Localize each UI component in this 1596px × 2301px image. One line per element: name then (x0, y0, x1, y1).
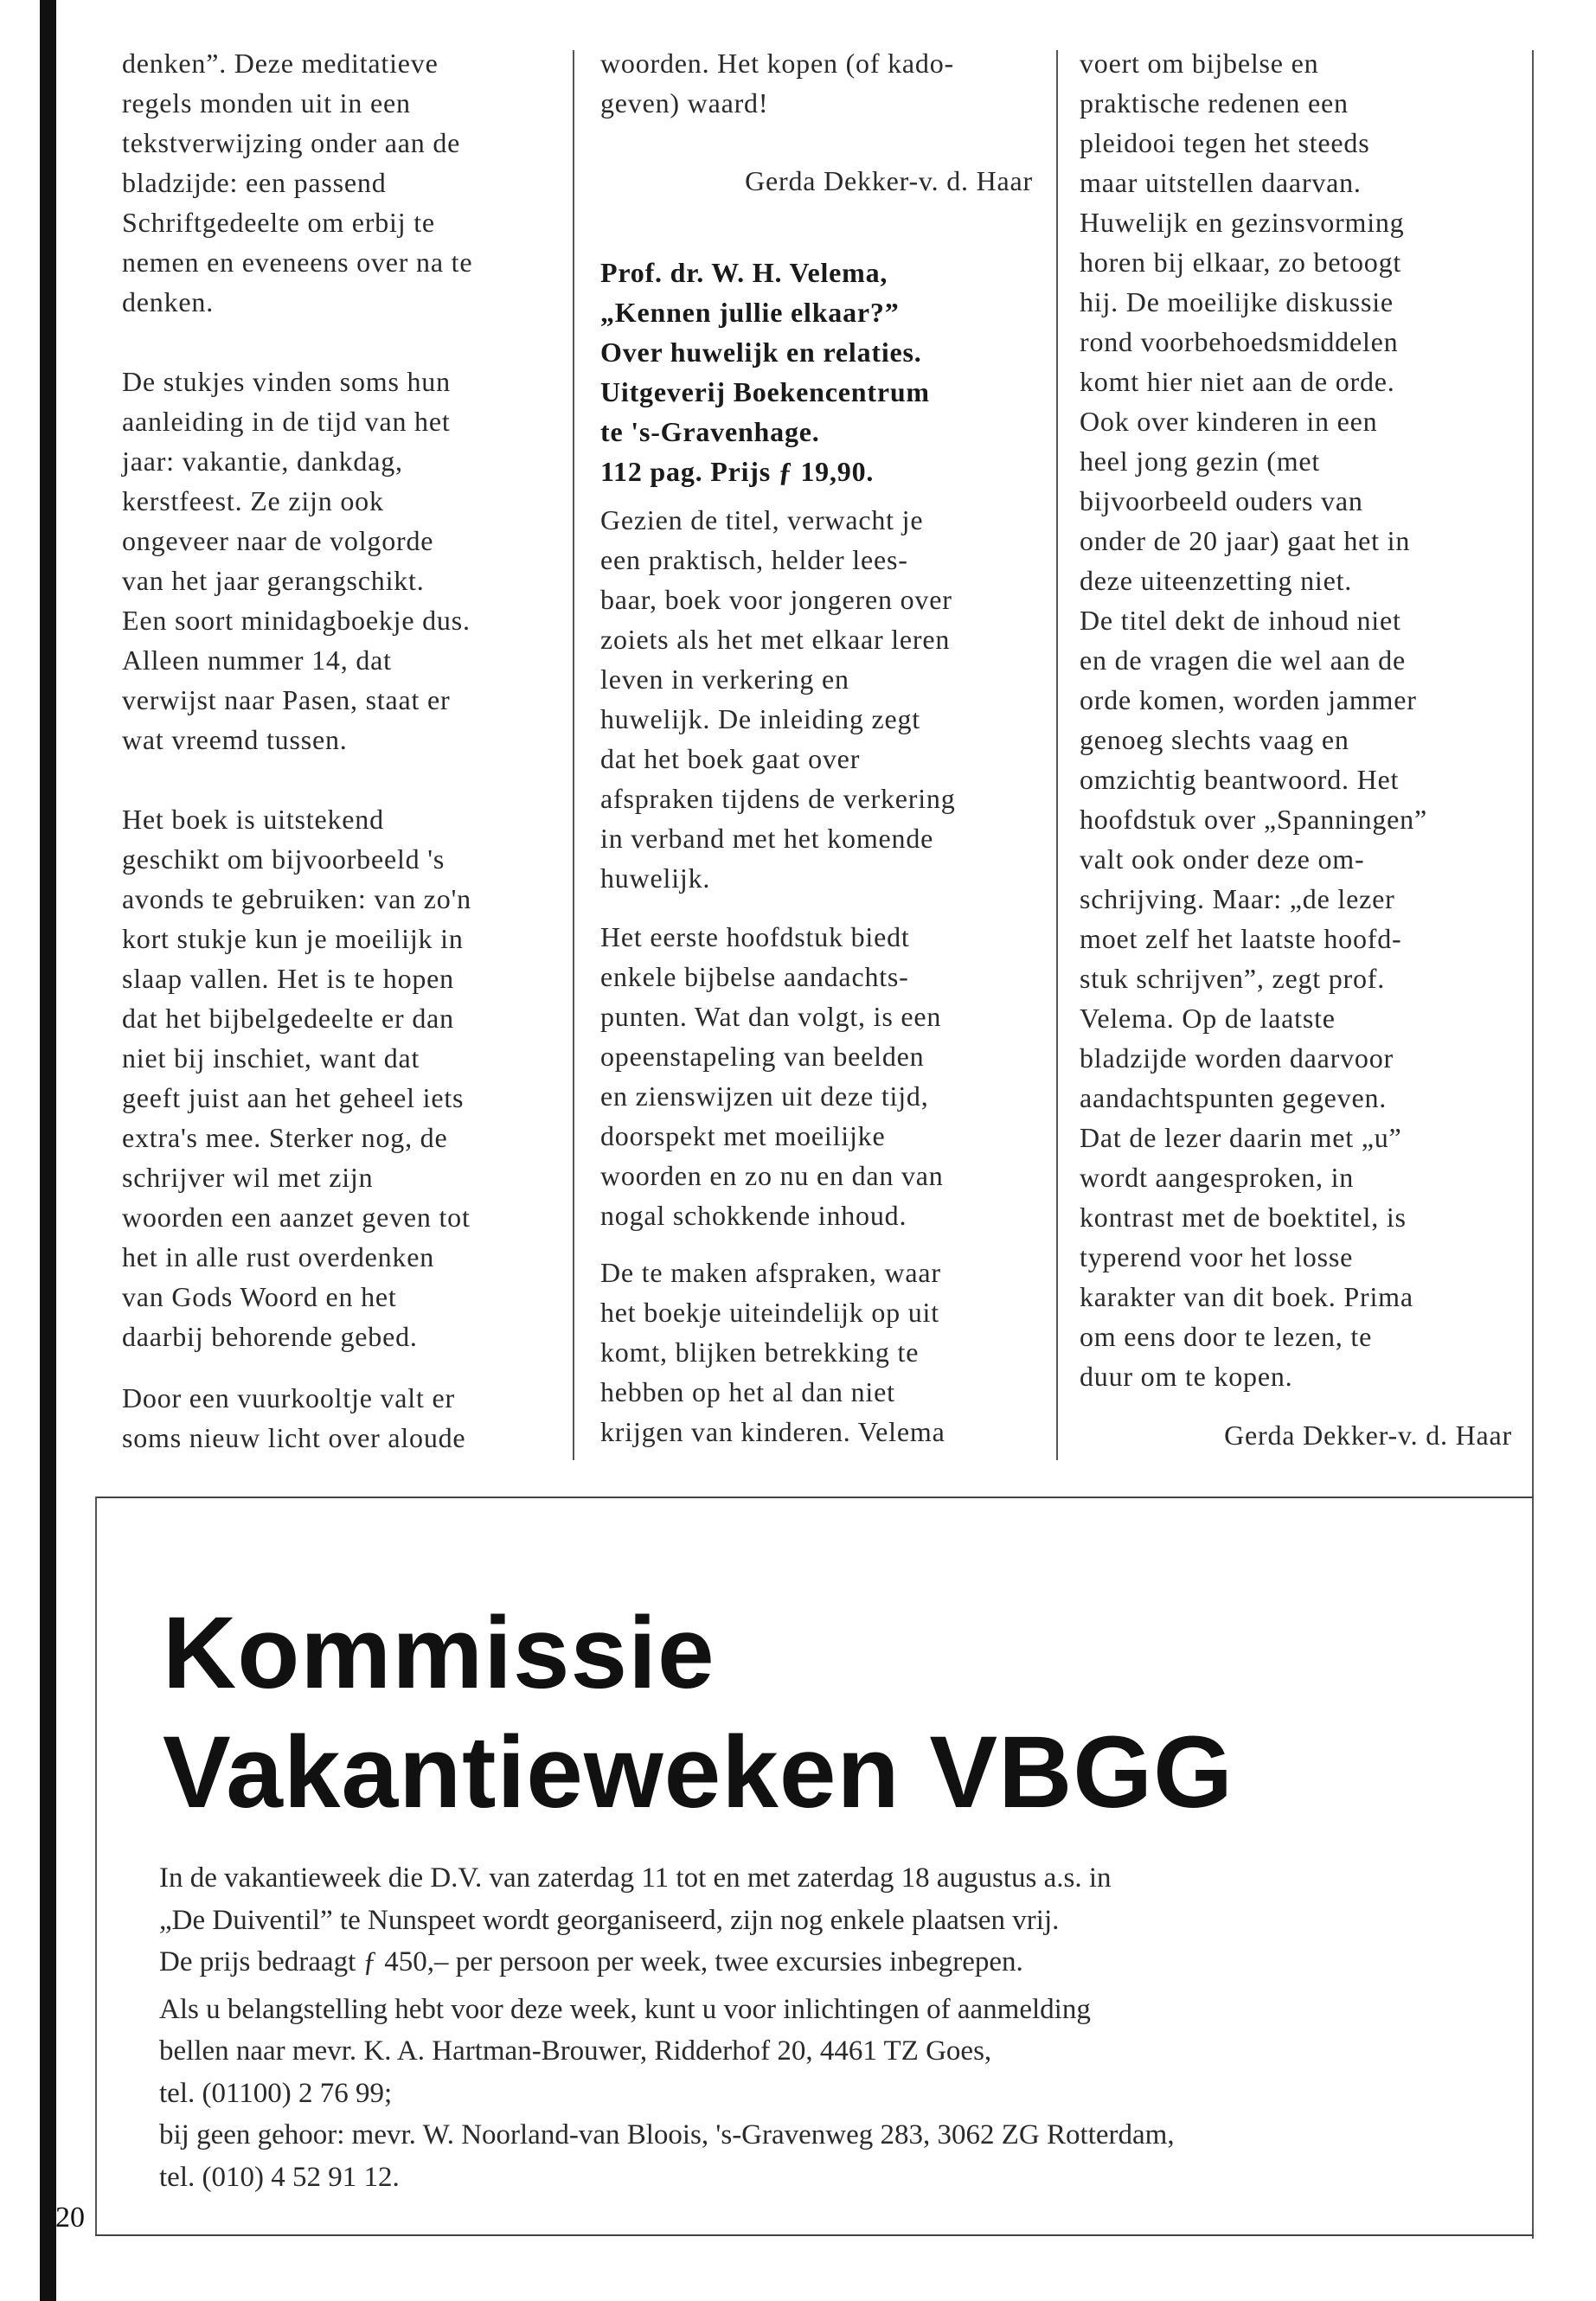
text-line: en zienswijzen uit deze tijd, (600, 1080, 929, 1112)
paragraph (122, 43, 554, 322)
paragraph (600, 43, 1033, 123)
text-line: het in alle rust overdenken (122, 1241, 435, 1272)
text-line: deze uiteenzetting niet. (1080, 565, 1353, 596)
text-line: bladzijde worden daarvoor (1080, 1042, 1394, 1074)
text-line: van Gods Woord en het (122, 1281, 397, 1312)
text-line: kontrast met de boektitel, is (1080, 1202, 1407, 1233)
text-line: karakter van dit boek. Prima (1080, 1281, 1413, 1312)
text-line: woorden een aanzet geven tot (122, 1202, 471, 1233)
text-line: avonds te gebruiken: van zo'n (122, 883, 471, 914)
text-line: enkele bijbelse aandachts- (600, 961, 909, 992)
paragraph (122, 362, 554, 760)
book-citation (600, 253, 1033, 491)
text-line: wordt aangesproken, in (1080, 1162, 1355, 1193)
text-line: Alleen nummer 14, dat (122, 644, 392, 676)
text-line: verwijst naar Pasen, staat er (122, 684, 451, 715)
paragraph (122, 1378, 554, 1458)
text-line: een praktisch, helder lees- (600, 544, 908, 575)
text-line: baar, boek voor jongeren over (600, 584, 952, 615)
ad-text-line: De prijs bedraagt ƒ 450,– per persoon per week, twee excursies inbegrepen. (159, 1946, 1023, 1977)
text-line: geeft juist aan het geheel iets (122, 1082, 465, 1113)
paragraph (600, 917, 1033, 1235)
ad-box-left-border (95, 1497, 97, 2236)
ad-text-line: In de vakantieweek die D.V. van zaterdag 11 tot en met zaterdag 18 augustus a.s. in (159, 1862, 1112, 1894)
text-line: dat het boek gaat over (600, 743, 861, 774)
text-line: tekstverwijzing onder aan de (122, 127, 461, 158)
ad-text-line: Als u belangstelling hebt voor deze week, kunt u voor inlichtingen of aanmelding (159, 1993, 1091, 2025)
text-line: schrijver wil met zijn (122, 1162, 374, 1193)
text-line: maar uitstellen daarvan. (1080, 167, 1362, 198)
text-line: wat vreemd tussen. (122, 724, 348, 755)
text-line: extra's mee. Sterker nog, de (122, 1122, 448, 1153)
ad-box-bottom-border (95, 2234, 1534, 2236)
ad-title-line-2: Vakantieweken VBGG (163, 1715, 1234, 1830)
text-line: duur om te kopen. (1080, 1361, 1293, 1392)
text-line: Gerda Dekker-v. d. Haar (745, 165, 1033, 196)
ad-text-line: „De Duiventil” te Nunspeet wordt georganiseerd, zijn nog enkele plaatsen vrij. (159, 1904, 1060, 1936)
section-divider (95, 1497, 1534, 1498)
page-binding-edge (40, 0, 56, 2301)
text-line: hebben op het al dan niet (600, 1376, 895, 1407)
text-line: Dat de lezer daarin met „u” (1080, 1122, 1402, 1153)
text-line: nogal schokkende inhoud. (600, 1200, 907, 1231)
text-line: slaap vallen. Het is te hopen (122, 963, 454, 994)
text-line: soms nieuw licht over aloude (122, 1422, 466, 1453)
article-column-2 (600, 43, 1033, 1452)
text-line: Door een vuurkooltje valt er (122, 1382, 455, 1413)
text-line: geven) waard! (600, 87, 769, 119)
text-line: niet bij inschiet, want dat (122, 1042, 420, 1074)
text-line: stuk schrijven”, zegt prof. (1080, 963, 1386, 994)
text-line: moet zelf het laatste hoofd- (1080, 923, 1402, 954)
text-line: het boekje uiteindelijk op uit (600, 1297, 939, 1328)
text-line: punten. Wat dan volgt, is een (600, 1001, 942, 1032)
text-line: Velema. Op de laatste (1080, 1003, 1336, 1034)
text-line: zoiets als het met elkaar leren (600, 624, 951, 655)
column-divider (573, 50, 574, 1460)
text-line: kerstfeest. Ze zijn ook (122, 485, 384, 516)
text-line: woorden en zo nu en dan van (600, 1160, 944, 1191)
text-line: woorden. Het kopen (of kado- (600, 48, 954, 79)
text-line: huwelijk. De inleiding zegt (600, 703, 920, 734)
text-line: kort stukje kun je moeilijk in (122, 923, 464, 954)
text-line: hoofdstuk over „Spanningen” (1080, 804, 1427, 835)
text-line: nemen en eveneens over na te (122, 247, 473, 278)
text-line: „Kennen jullie elkaar?” (600, 297, 900, 328)
ad-text-line: bellen naar mevr. K. A. Hartman-Brouwer, Ridderhof 20, 4461 TZ Goes, (159, 2035, 992, 2067)
text-line: typerend voor het losse (1080, 1241, 1354, 1272)
text-line: bijvoorbeeld ouders van (1080, 485, 1363, 516)
text-line: bladzijde: een passend (122, 167, 387, 198)
text-line: De stukjes vinden soms hun (122, 366, 451, 397)
text-line: regels monden uit in een (122, 87, 411, 119)
text-line: valt ook onder deze om- (1080, 843, 1365, 875)
text-line: aandachtspunten gegeven. (1080, 1082, 1388, 1113)
text-line: om eens door te lezen, te (1080, 1321, 1373, 1352)
text-line: denken”. Deze meditatieve (122, 48, 439, 79)
column-divider (1056, 50, 1058, 1460)
page-number: 20 (55, 2202, 85, 2234)
text-line: doorspekt met moeilijke (600, 1120, 886, 1151)
text-line: huwelijk. (600, 862, 711, 894)
text-line: horen bij elkaar, zo betoogt (1080, 247, 1402, 278)
text-line: geschikt om bijvoorbeeld 's (122, 843, 445, 875)
text-line: rond voorbehoedsmiddelen (1080, 326, 1399, 357)
paragraph (1080, 43, 1512, 1396)
text-line: aanleiding in de tijd van het (122, 406, 451, 437)
text-line: voert om bijbelse en (1080, 48, 1319, 79)
text-line: Prof. dr. W. H. Velema, (600, 257, 888, 288)
text-line: Een soort minidagboekje dus. (122, 605, 471, 636)
paragraph (122, 799, 554, 1356)
ad-text-line: bij geen gehoor: mevr. W. Noorland-van Bloois, 's-Gravenweg 283, 3062 ZG Rotterdam, (159, 2119, 1175, 2150)
text-line: heel jong gezin (met (1080, 445, 1321, 477)
text-line: pleidooi tegen het steeds (1080, 127, 1370, 158)
text-line: onder de 20 jaar) gaat het in (1080, 525, 1411, 556)
signature (600, 161, 1033, 201)
text-line: genoeg slechts vaag en (1080, 724, 1349, 755)
text-line: te 's-Gravenhage. (600, 416, 820, 447)
text-line: Gerda Dekker-v. d. Haar (1224, 1420, 1512, 1451)
ad-title-line-1: Kommissie (163, 1596, 715, 1710)
text-line: Ook over kinderen in een (1080, 406, 1378, 437)
text-line: in verband met het komende (600, 823, 934, 854)
text-line: leven in verkering en (600, 663, 849, 695)
ad-body (159, 1857, 1175, 2198)
text-line: dat het bijbelgedeelte er dan (122, 1003, 454, 1034)
text-line: orde komen, worden jammer (1080, 684, 1417, 715)
text-line: Het eerste hoofdstuk biedt (600, 921, 910, 952)
text-line: schrijving. Maar: „de lezer (1080, 883, 1395, 914)
text-line: denken. (122, 286, 215, 317)
text-line: en de vragen die wel aan de (1080, 644, 1406, 676)
ad-text-line: tel. (010) 4 52 91 12. (159, 2161, 400, 2193)
text-line: ongeveer naar de volgorde (122, 525, 434, 556)
text-line: omzichtig beantwoord. Het (1080, 764, 1400, 795)
text-line: komt hier niet aan de orde. (1080, 366, 1395, 397)
text-line: krijgen van kinderen. Velema (600, 1416, 945, 1447)
text-line: 112 pag. Prijs ƒ 19,90. (600, 456, 875, 487)
paragraph (600, 500, 1033, 898)
article-column-1 (122, 43, 554, 1458)
text-line: De titel dekt de inhoud niet (1080, 605, 1401, 636)
paragraph (600, 1253, 1033, 1452)
text-line: Over huwelijk en relaties. (600, 336, 922, 368)
text-line: De te maken afspraken, waar (600, 1257, 941, 1288)
text-line: Huwelijk en gezinsvorming (1080, 207, 1405, 238)
text-line: van het jaar gerangschikt. (122, 565, 425, 596)
text-line: Gezien de titel, verwacht je (600, 504, 924, 535)
text-line: hij. De moeilijke diskussie (1080, 286, 1394, 317)
text-line: Schriftgedeelte om erbij te (122, 207, 435, 238)
text-line: daarbij behorende gebed. (122, 1321, 418, 1352)
page-border-right (1532, 50, 1534, 2239)
text-line: afspraken tijdens de verkering (600, 783, 956, 814)
text-line: jaar: vakantie, dankdag, (122, 445, 403, 477)
text-line: Uitgeverij Boekencentrum (600, 376, 930, 407)
text-line: praktische redenen een (1080, 87, 1349, 119)
article-column-3 (1080, 43, 1512, 1455)
text-line: opeenstapeling van beelden (600, 1041, 925, 1072)
ad-text-line: tel. (01100) 2 76 99; (159, 2077, 393, 2109)
text-line: Het boek is uitstekend (122, 804, 384, 835)
text-line: komt, blijken betrekking te (600, 1336, 920, 1368)
signature (1080, 1415, 1512, 1455)
